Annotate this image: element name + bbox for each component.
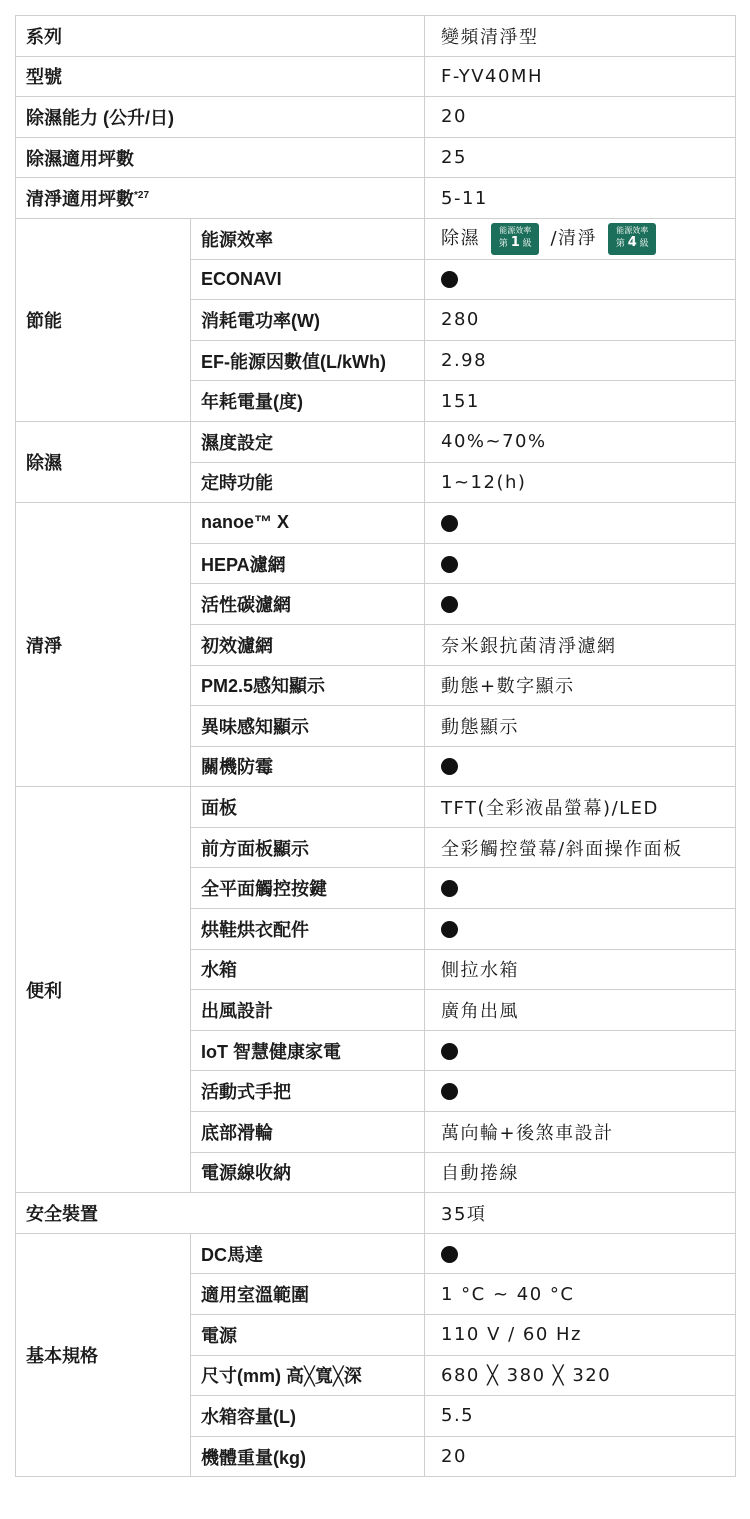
clean-area-footnote: *27 <box>134 190 150 202</box>
badge2-post: 級 <box>639 239 649 250</box>
size-label-pre: 尺寸(mm) 高 <box>201 1366 304 1387</box>
wheels-label: 底部滑輪 <box>191 1112 425 1153</box>
clean-area-label: 清淨適用坪數 <box>26 189 134 210</box>
size-width: 380 <box>506 1364 546 1386</box>
timer-value: 1~12(h) <box>425 462 736 503</box>
touch-label: 全平面觸控按鍵 <box>191 868 425 909</box>
yes-dot-icon <box>441 1043 458 1060</box>
iot-label: IoT 智慧健康家電 <box>191 1030 425 1071</box>
size-label <box>191 1355 425 1396</box>
size-label-post: 深 <box>343 1366 362 1387</box>
yes-dot-icon <box>441 880 458 897</box>
row-panel <box>16 787 736 828</box>
yes-dot-icon <box>441 1246 458 1263</box>
size-value <box>425 1355 736 1396</box>
badge1-num: 1 <box>510 235 520 251</box>
row-dehumid-area <box>16 137 736 178</box>
badge1-title: 能源效率 <box>499 226 532 236</box>
row-clean-area <box>16 178 736 219</box>
carbon-value <box>425 584 736 625</box>
yes-dot-icon <box>441 1083 458 1100</box>
econavi-label: ECONAVI <box>191 259 425 300</box>
yes-dot-icon <box>441 758 458 775</box>
motor-value <box>425 1233 736 1274</box>
spec-table <box>15 15 736 1477</box>
carbon-label: 活性碳濾網 <box>191 584 425 625</box>
row-nanoe <box>16 503 736 544</box>
badge2-num: 4 <box>627 235 637 251</box>
capacity-label: 除濕能力 (公升/日) <box>16 97 425 138</box>
row-safety <box>16 1193 736 1234</box>
series-label: 系列 <box>16 16 425 57</box>
front-label: 前方面板顯示 <box>191 827 425 868</box>
weight-label: 機體重量(kg) <box>191 1436 425 1477</box>
cross-icon: ╳ <box>487 1364 500 1386</box>
size-depth: 320 <box>572 1364 612 1386</box>
tank-label: 水箱 <box>191 949 425 990</box>
row-capacity <box>16 97 736 138</box>
handle-value <box>425 1071 736 1112</box>
efficiency-clean-text: /清淨 <box>550 227 598 249</box>
clean-area-value: 5-11 <box>425 178 736 219</box>
yes-dot-icon <box>441 921 458 938</box>
annual-label: 年耗電量(度) <box>191 381 425 422</box>
safety-label: 安全裝置 <box>16 1193 425 1234</box>
nanoe-value <box>425 503 736 544</box>
wheels-value: 萬向輪+後煞車設計 <box>425 1112 736 1153</box>
outlet-label: 出風設計 <box>191 990 425 1031</box>
annual-value: 151 <box>425 381 736 422</box>
humidity-value: 40%~70% <box>425 421 736 462</box>
hepa-value <box>425 543 736 584</box>
yes-dot-icon <box>441 271 458 288</box>
power-source-value: 110 V / 60 Hz <box>425 1315 736 1356</box>
econavi-value <box>425 259 736 300</box>
energy-label-grade4-badge <box>608 223 656 255</box>
group-clean: 清淨 <box>16 503 191 787</box>
model-value: F-YV40MH <box>425 56 736 97</box>
row-humidity <box>16 421 736 462</box>
handle-label: 活動式手把 <box>191 1071 425 1112</box>
temp-label: 適用室溫範圍 <box>191 1274 425 1315</box>
row-series <box>16 16 736 57</box>
row-efficiency <box>16 218 736 259</box>
cross-icon: ╳ <box>552 1364 566 1386</box>
badge1-pre: 第 <box>498 239 508 250</box>
tank-value: 側拉水箱 <box>425 949 736 990</box>
tank-cap-value: 5.5 <box>425 1396 736 1437</box>
safety-value: 35項 <box>425 1193 736 1234</box>
tank-cap-label: 水箱容量(L) <box>191 1396 425 1437</box>
temp-value: 1 °C ~ 40 °C <box>425 1274 736 1315</box>
group-energy: 節能 <box>16 218 191 421</box>
dehumid-area-value: 25 <box>425 137 736 178</box>
iot-value <box>425 1030 736 1071</box>
series-value: 變頻清淨型 <box>425 16 736 57</box>
badge2-title: 能源效率 <box>616 226 649 236</box>
efficiency-label: 能源效率 <box>191 218 425 259</box>
power-label: 消耗電功率(W) <box>191 300 425 341</box>
panel-label: 面板 <box>191 787 425 828</box>
efficiency-value <box>425 218 736 259</box>
nanoe-label: nanoe™ X <box>191 503 425 544</box>
energy-label-grade1-badge <box>491 223 539 255</box>
yes-dot-icon <box>441 596 458 613</box>
front-value: 全彩觸控螢幕/斜面操作面板 <box>425 827 736 868</box>
odor-value: 動態顯示 <box>425 706 736 747</box>
prefilter-label: 初效濾網 <box>191 624 425 665</box>
badge1-post: 級 <box>522 239 532 250</box>
weight-value: 20 <box>425 1436 736 1477</box>
capacity-value: 20 <box>425 97 736 138</box>
outlet-value: 廣角出風 <box>425 990 736 1031</box>
pm25-value: 動態+數字顯示 <box>425 665 736 706</box>
row-motor <box>16 1233 736 1274</box>
cross-icon: ╳ <box>332 1366 344 1387</box>
power-value: 280 <box>425 300 736 341</box>
cord-value: 自動捲線 <box>425 1152 736 1193</box>
pm25-label: PM2.5感知顯示 <box>191 665 425 706</box>
group-basic: 基本規格 <box>16 1233 191 1477</box>
humidity-label: 濕度設定 <box>191 421 425 462</box>
motor-label: DC馬達 <box>191 1233 425 1274</box>
size-label-mid: 寬 <box>314 1366 333 1387</box>
prefilter-value: 奈米銀抗菌清淨濾網 <box>425 624 736 665</box>
yes-dot-icon <box>441 515 458 532</box>
touch-value <box>425 868 736 909</box>
dryer-value <box>425 909 736 950</box>
timer-label: 定時功能 <box>191 462 425 503</box>
badge2-pre: 第 <box>615 239 625 250</box>
ef-value: 2.98 <box>425 340 736 381</box>
power-source-label: 電源 <box>191 1315 425 1356</box>
yes-dot-icon <box>441 556 458 573</box>
efficiency-dehumid-text: 除濕 <box>441 227 480 249</box>
mold-value <box>425 746 736 787</box>
clean-area-label-cell <box>16 178 425 219</box>
group-dehumid: 除濕 <box>16 421 191 502</box>
cord-label: 電源線收納 <box>191 1152 425 1193</box>
ef-label: EF-能源因數值(L/kWh) <box>191 340 425 381</box>
dehumid-area-label: 除濕適用坪數 <box>16 137 425 178</box>
odor-label: 異味感知顯示 <box>191 706 425 747</box>
cross-icon: ╳ <box>304 1366 315 1387</box>
hepa-label: HEPA濾網 <box>191 543 425 584</box>
size-height: 680 <box>441 1364 480 1386</box>
group-convenience: 便利 <box>16 787 191 1193</box>
mold-label: 關機防霉 <box>191 746 425 787</box>
row-model <box>16 56 736 97</box>
model-label: 型號 <box>16 56 425 97</box>
dryer-label: 烘鞋烘衣配件 <box>191 909 425 950</box>
panel-value: TFT(全彩液晶螢幕)/LED <box>425 787 736 828</box>
